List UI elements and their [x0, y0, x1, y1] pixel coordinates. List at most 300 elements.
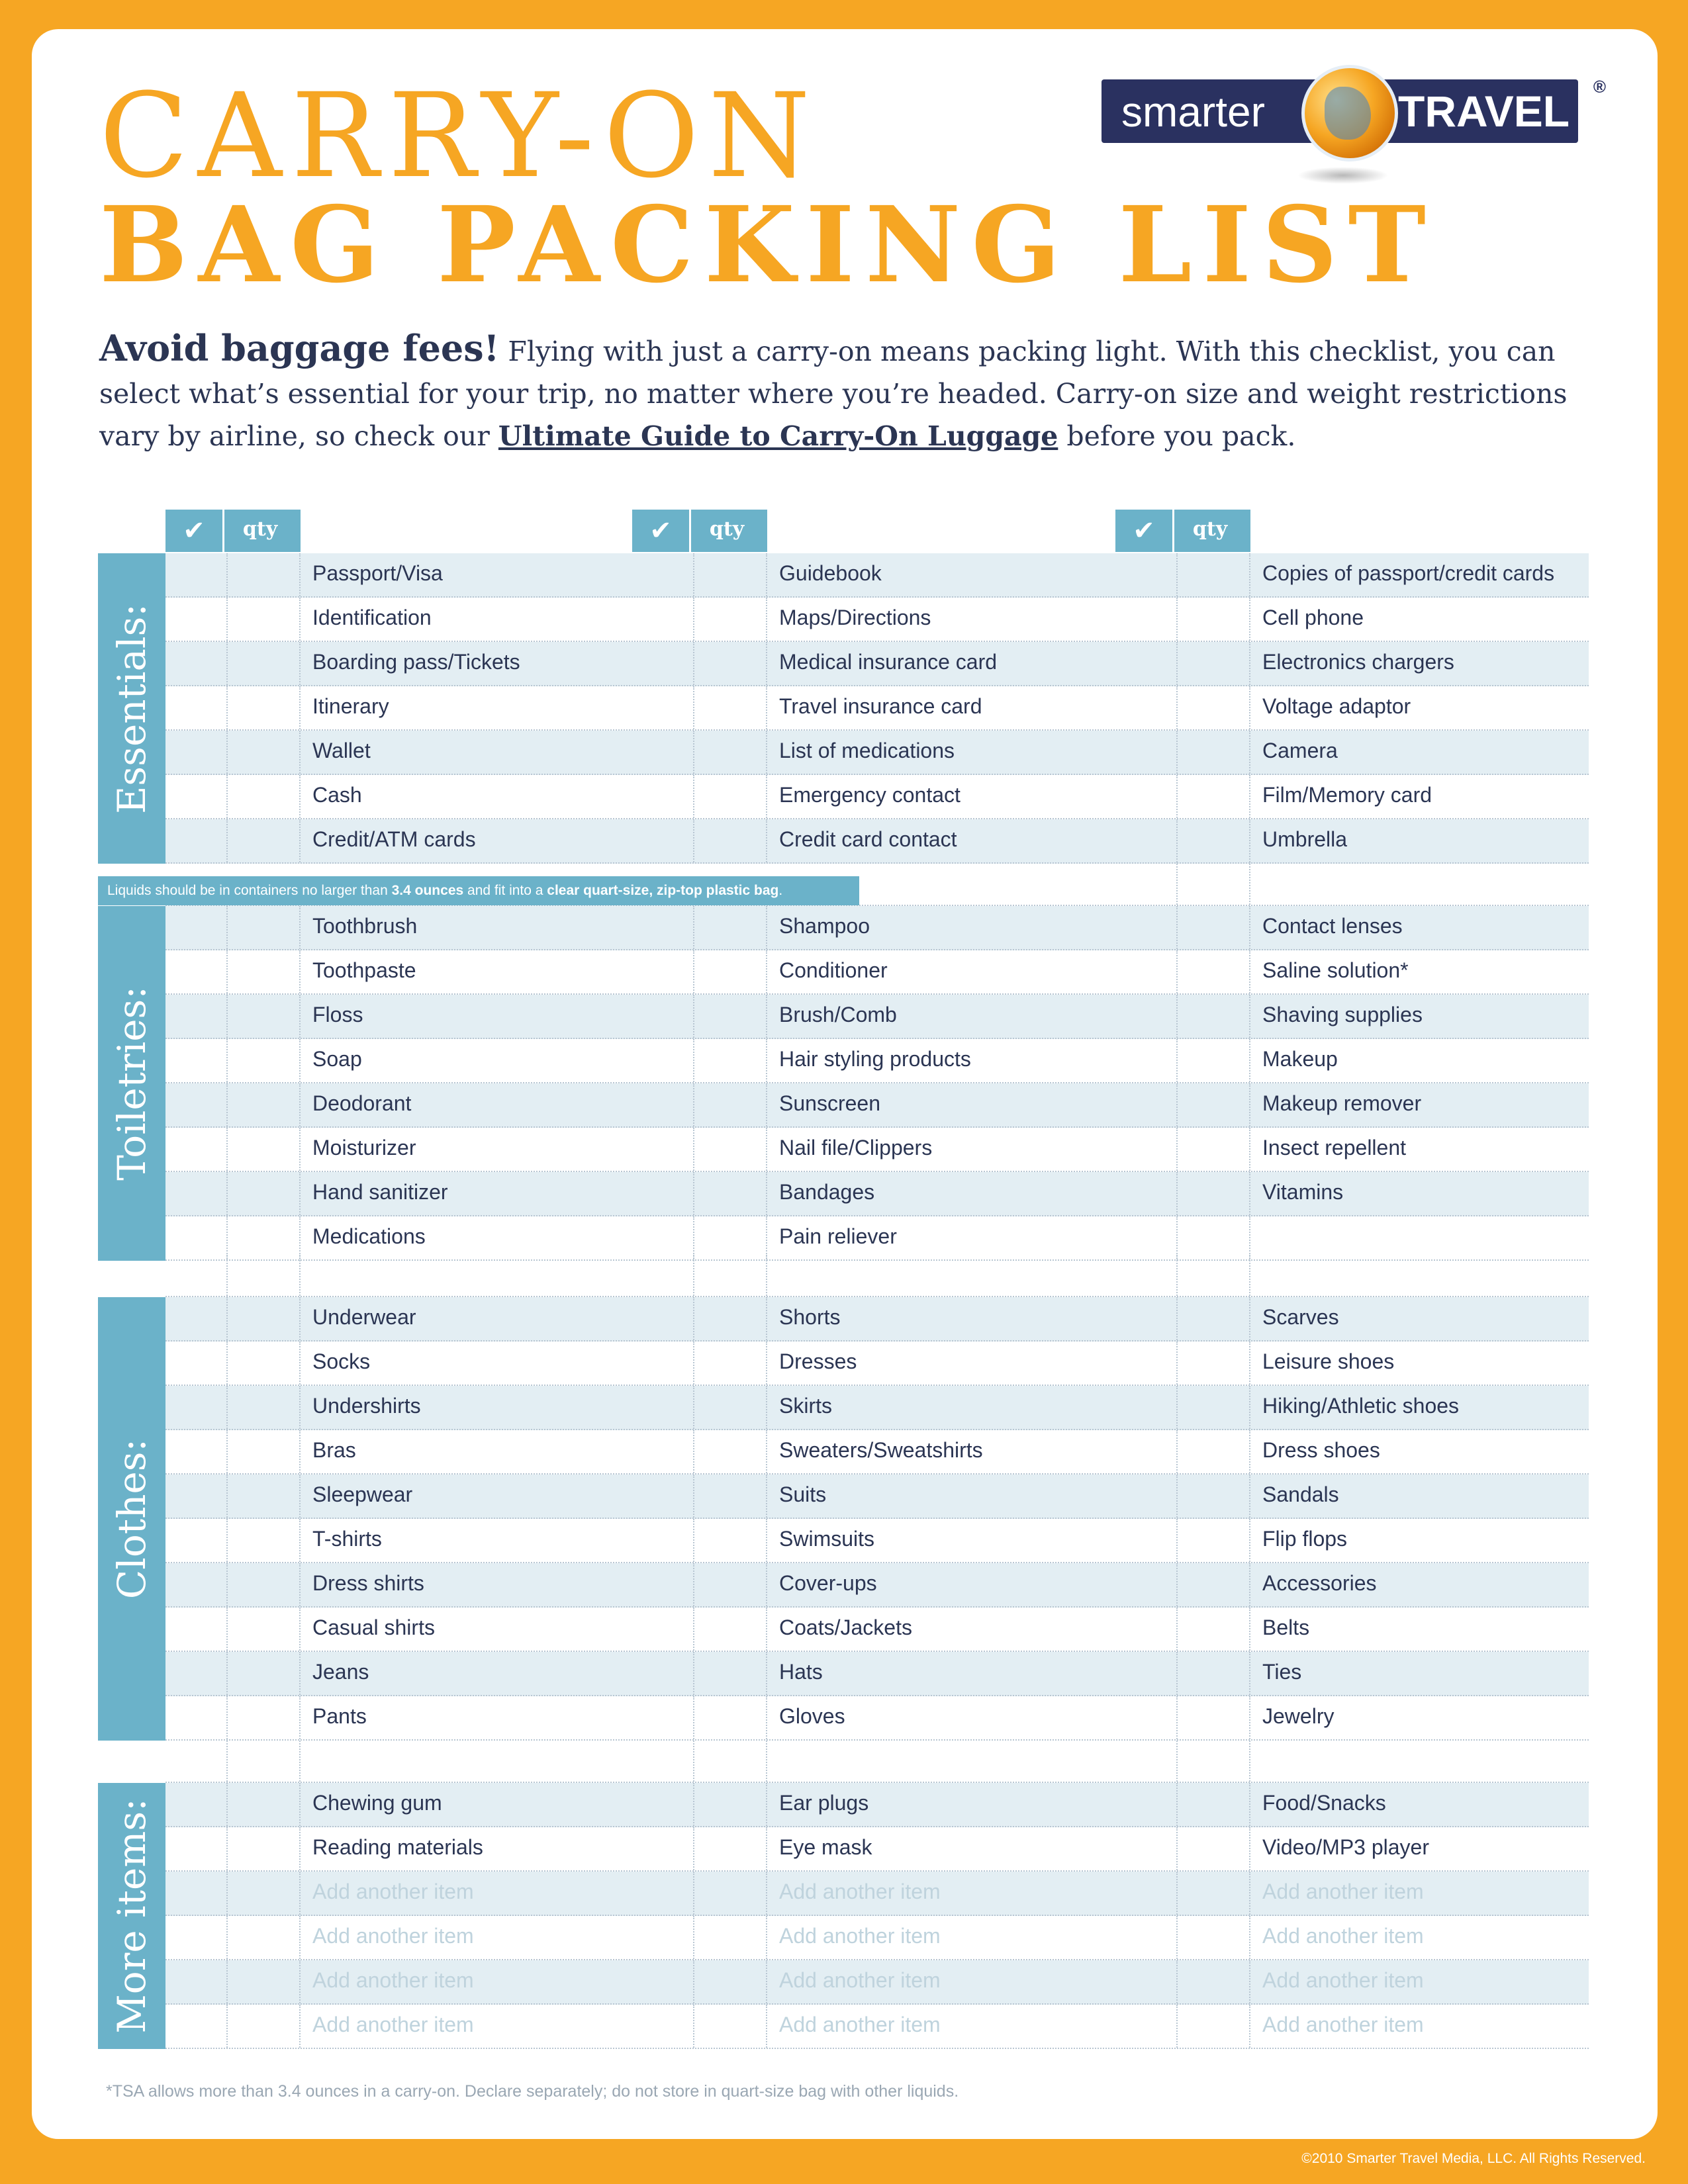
item-checkbox[interactable]: [165, 1216, 228, 1259]
item-label: Deodorant: [312, 1091, 412, 1115]
item-checkbox[interactable]: [1115, 1696, 1178, 1739]
item-qty-field[interactable]: [1178, 1083, 1250, 1126]
item-qty-field[interactable]: [694, 1827, 767, 1870]
item-checkbox[interactable]: [1115, 1475, 1178, 1518]
item-checkbox[interactable]: [165, 642, 228, 685]
item-checkbox[interactable]: [632, 1872, 694, 1915]
item-qty-field[interactable]: [694, 995, 767, 1038]
item-label: Shaving supplies: [1262, 1003, 1423, 1026]
item-checkbox[interactable]: [165, 1960, 228, 2003]
item-qty-field[interactable]: [694, 1608, 767, 1651]
page-title-line1: CARRY-ON: [99, 68, 820, 204]
item-qty-field[interactable]: [694, 598, 767, 641]
item-checkbox[interactable]: [632, 1386, 694, 1429]
item-qty-field[interactable]: [228, 1083, 301, 1126]
item-checkbox[interactable]: [632, 1216, 694, 1259]
item-checkbox[interactable]: [165, 1475, 228, 1518]
item-checkbox[interactable]: [632, 1083, 694, 1126]
item-qty-field[interactable]: [228, 642, 301, 685]
item-qty-field[interactable]: [1178, 553, 1250, 596]
item-checkbox[interactable]: [1115, 1827, 1178, 1870]
footnote: *TSA allows more than 3.4 ounces in a carry-on. Declare separately; do not store in quart-size bag with other liquids.: [106, 2082, 959, 2101]
add-item-field[interactable]: Add another item: [312, 1924, 474, 1948]
table-row: [165, 950, 1589, 995]
qty-header: qty: [242, 518, 278, 541]
item-checkbox[interactable]: [165, 1297, 228, 1340]
item-label: Umbrella: [1262, 827, 1348, 851]
item-label: Skirts: [779, 1394, 832, 1418]
item-qty-field[interactable]: [1178, 995, 1250, 1038]
table-row: [165, 1519, 1589, 1563]
item-checkbox[interactable]: [632, 642, 694, 685]
item-label: Hats: [779, 1660, 823, 1684]
item-qty-field[interactable]: [694, 1039, 767, 1082]
item-qty-field[interactable]: [694, 1563, 767, 1606]
item-label: Soap: [312, 1047, 362, 1071]
item-checkbox[interactable]: [165, 950, 228, 993]
item-checkbox[interactable]: [1115, 1872, 1178, 1915]
item-qty-field[interactable]: [694, 1216, 767, 1259]
item-label: Belts: [1262, 1615, 1310, 1639]
item-qty-field[interactable]: [1178, 1172, 1250, 1215]
item-qty-field[interactable]: [694, 1475, 767, 1518]
item-qty-field[interactable]: [694, 1916, 767, 1959]
item-qty-field[interactable]: [1178, 1386, 1250, 1429]
item-label: Passport/Visa: [312, 561, 443, 585]
item-label: Sweaters/Sweatshirts: [779, 1438, 983, 1462]
spacer-row: [165, 1255, 1589, 1297]
item-label: Accessories: [1262, 1571, 1377, 1595]
item-checkbox[interactable]: [1115, 1430, 1178, 1473]
item-qty-field[interactable]: [1178, 1128, 1250, 1171]
item-qty-field[interactable]: [694, 1128, 767, 1171]
table-row: [165, 731, 1589, 775]
spacer-cell: [228, 1255, 301, 1296]
item-checkbox[interactable]: [1115, 1172, 1178, 1215]
liquids-note: Liquids should be in containers no larger than 3.4 ounces and fit into a clear quart-size, zip-top plastic bag.: [98, 876, 859, 905]
item-label: Cell phone: [1262, 606, 1364, 629]
table-row: [165, 1916, 1589, 1960]
item-qty-field[interactable]: [228, 1783, 301, 1826]
item-checkbox[interactable]: [632, 2005, 694, 2048]
item-checkbox[interactable]: [632, 819, 694, 862]
item-checkbox[interactable]: [165, 553, 228, 596]
item-checkbox[interactable]: [1115, 1608, 1178, 1651]
item-qty-field[interactable]: [228, 906, 301, 949]
item-checkbox[interactable]: [165, 731, 228, 774]
item-qty-field[interactable]: [1178, 642, 1250, 685]
item-checkbox[interactable]: [632, 598, 694, 641]
item-qty-field[interactable]: [694, 1430, 767, 1473]
add-item-field[interactable]: Add another item: [312, 1968, 474, 1992]
item-qty-field[interactable]: [1178, 906, 1250, 949]
item-label: Leisure shoes: [1262, 1349, 1395, 1373]
item-checkbox[interactable]: [165, 1872, 228, 1915]
item-qty-field[interactable]: [1178, 598, 1250, 641]
item-qty-field[interactable]: [1178, 819, 1250, 862]
item-checkbox[interactable]: [632, 1916, 694, 1959]
item-qty-field[interactable]: [228, 1297, 301, 1340]
item-qty-field[interactable]: [694, 731, 767, 774]
table-row: [165, 1386, 1589, 1430]
item-checkbox[interactable]: [632, 1430, 694, 1473]
item-label: Conditioner: [779, 958, 888, 982]
item-checkbox[interactable]: [1115, 950, 1178, 993]
item-checkbox[interactable]: [165, 1342, 228, 1385]
item-label: Nail file/Clippers: [779, 1136, 933, 1160]
table-row: [165, 1872, 1589, 1916]
item-checkbox[interactable]: [632, 1172, 694, 1215]
item-label: Makeup: [1262, 1047, 1338, 1071]
item-checkbox[interactable]: [165, 775, 228, 818]
item-checkbox[interactable]: [1115, 1297, 1178, 1340]
add-item-field[interactable]: Add another item: [779, 1968, 941, 1992]
item-qty-field[interactable]: [1178, 2005, 1250, 2048]
category-label: More items:: [109, 1798, 154, 2034]
item-checkbox[interactable]: [632, 1827, 694, 1870]
table-row: [165, 1083, 1589, 1128]
item-checkbox[interactable]: [165, 995, 228, 1038]
item-qty-field[interactable]: [228, 1039, 301, 1082]
item-qty-field[interactable]: [1178, 1608, 1250, 1651]
item-qty-field[interactable]: [228, 731, 301, 774]
item-qty-field[interactable]: [228, 1827, 301, 1870]
spacer-cell: [1115, 862, 1178, 905]
item-checkbox[interactable]: [1115, 1916, 1178, 1959]
item-qty-field[interactable]: [228, 1916, 301, 1959]
spacer-row: [165, 1741, 1589, 1783]
item-qty-field[interactable]: [228, 686, 301, 729]
item-checkbox[interactable]: [632, 686, 694, 729]
item-qty-field[interactable]: [694, 775, 767, 818]
item-checkbox[interactable]: [165, 686, 228, 729]
item-checkbox[interactable]: [632, 1297, 694, 1340]
table-row: [165, 2005, 1589, 2049]
item-label: Pain reliever: [779, 1224, 897, 1248]
item-label: Hiking/Athletic shoes: [1262, 1394, 1460, 1418]
item-checkbox[interactable]: [1115, 995, 1178, 1038]
item-label: Ties: [1262, 1660, 1302, 1684]
item-qty-field[interactable]: [694, 1960, 767, 2003]
item-checkbox[interactable]: [1115, 819, 1178, 862]
item-checkbox[interactable]: [1115, 1960, 1178, 2003]
item-qty-field[interactable]: [228, 1519, 301, 1562]
item-qty-field[interactable]: [1178, 1297, 1250, 1340]
item-label: Coats/Jackets: [779, 1615, 912, 1639]
item-qty-field[interactable]: [228, 1960, 301, 2003]
table-row: [165, 1342, 1589, 1386]
item-label: Cover-ups: [779, 1571, 877, 1595]
item-checkbox[interactable]: [165, 1172, 228, 1215]
item-qty-field[interactable]: [694, 1342, 767, 1385]
item-label: Underwear: [312, 1305, 416, 1329]
item-checkbox[interactable]: [1115, 686, 1178, 729]
item-qty-field[interactable]: [694, 686, 767, 729]
item-checkbox[interactable]: [632, 1342, 694, 1385]
item-qty-field[interactable]: [1178, 1039, 1250, 1082]
item-qty-field[interactable]: [694, 819, 767, 862]
item-checkbox[interactable]: [165, 906, 228, 949]
item-checkbox[interactable]: [1115, 906, 1178, 949]
item-qty-field[interactable]: [1178, 1696, 1250, 1739]
item-label: Toothpaste: [312, 958, 416, 982]
item-checkbox[interactable]: [165, 1519, 228, 1562]
item-label: Identification: [312, 606, 432, 629]
item-checkbox[interactable]: [165, 1563, 228, 1606]
item-checkbox[interactable]: [632, 775, 694, 818]
add-item-field[interactable]: Add another item: [312, 1880, 474, 1903]
item-qty-field[interactable]: [694, 950, 767, 993]
item-label: Vitamins: [1262, 1180, 1344, 1204]
item-qty-field[interactable]: [228, 1475, 301, 1518]
category-label-bar: [98, 1297, 165, 1741]
table-row: [165, 1960, 1589, 2005]
item-qty-field[interactable]: [694, 1872, 767, 1915]
item-checkbox[interactable]: [165, 1827, 228, 1870]
spacer-cell: [228, 1741, 301, 1782]
item-checkbox[interactable]: [632, 1608, 694, 1651]
page-title-line2: BAG PACKING LIST: [99, 184, 1436, 306]
item-label: Maps/Directions: [779, 606, 931, 629]
item-checkbox[interactable]: [165, 819, 228, 862]
item-qty-field[interactable]: [1178, 1563, 1250, 1606]
checkmark-icon: ✔: [165, 510, 224, 552]
item-qty-field[interactable]: [694, 1519, 767, 1562]
item-qty-field[interactable]: [228, 1430, 301, 1473]
item-qty-field[interactable]: [228, 2005, 301, 2048]
item-checkbox[interactable]: [632, 950, 694, 993]
table-row: [165, 1475, 1589, 1519]
item-qty-field[interactable]: [694, 642, 767, 685]
item-qty-field[interactable]: [1178, 1342, 1250, 1385]
item-qty-field[interactable]: [694, 1696, 767, 1739]
item-qty-field[interactable]: [1178, 1872, 1250, 1915]
item-checkbox[interactable]: [165, 1916, 228, 1959]
item-qty-field[interactable]: [1178, 1652, 1250, 1695]
item-qty-field[interactable]: [1178, 950, 1250, 993]
item-label: Credit/ATM cards: [312, 827, 476, 851]
item-checkbox[interactable]: [165, 1608, 228, 1651]
item-qty-field[interactable]: [1178, 775, 1250, 818]
item-qty-field[interactable]: [228, 553, 301, 596]
item-label: Moisturizer: [312, 1136, 416, 1160]
item-checkbox[interactable]: [1115, 2005, 1178, 2048]
table-row: [165, 1128, 1589, 1172]
item-label: Suits: [779, 1482, 827, 1506]
item-qty-field[interactable]: [228, 1216, 301, 1259]
item-label: Toothbrush: [312, 914, 418, 938]
item-qty-field[interactable]: [1178, 1827, 1250, 1870]
item-checkbox[interactable]: [1115, 598, 1178, 641]
item-checkbox[interactable]: [165, 1039, 228, 1082]
column-header-1: [165, 510, 301, 552]
item-checkbox[interactable]: [632, 1563, 694, 1606]
item-checkbox[interactable]: [165, 2005, 228, 2048]
qty-header: qty: [1192, 518, 1228, 541]
item-checkbox[interactable]: [1115, 1563, 1178, 1606]
item-label: Travel insurance card: [779, 694, 982, 718]
item-qty-field[interactable]: [228, 775, 301, 818]
item-checkbox[interactable]: [165, 1386, 228, 1429]
item-checkbox[interactable]: [632, 1960, 694, 2003]
item-qty-field[interactable]: [694, 1386, 767, 1429]
intro-text: Flying with just a carry-on means packing light. With this checklist, you can select what’s essential for your trip, no matter where you’re headed. Carry-on size and weight restrictions vary by airline, so check our: [99, 336, 1568, 452]
item-label: Eye mask: [779, 1835, 872, 1859]
item-qty-field[interactable]: [228, 950, 301, 993]
item-qty-field[interactable]: [1178, 1916, 1250, 1959]
add-item-field[interactable]: Add another item: [779, 1880, 941, 1903]
spacer-cell: [165, 1741, 228, 1782]
item-checkbox[interactable]: [632, 553, 694, 596]
table-row: [165, 906, 1589, 950]
category-label-bar: [98, 553, 165, 864]
item-qty-field[interactable]: [228, 1872, 301, 1915]
item-qty-field[interactable]: [694, 2005, 767, 2048]
table-row: [165, 642, 1589, 686]
item-qty-field[interactable]: [694, 553, 767, 596]
spacer-cell: [632, 1255, 694, 1296]
item-qty-field[interactable]: [694, 1783, 767, 1826]
logo-word-travel: TRAVEL: [1398, 87, 1570, 136]
item-checkbox[interactable]: [165, 1696, 228, 1739]
item-qty-field[interactable]: [1178, 1519, 1250, 1562]
item-label: Jeans: [312, 1660, 369, 1684]
item-checkbox[interactable]: [632, 1519, 694, 1562]
add-item-field[interactable]: Add another item: [1262, 1924, 1424, 1948]
item-label: Sunscreen: [779, 1091, 880, 1115]
table-row: [165, 1827, 1589, 1872]
item-label: Copies of passport/credit cards: [1262, 561, 1555, 585]
item-checkbox[interactable]: [1115, 1652, 1178, 1695]
item-checkbox[interactable]: [632, 731, 694, 774]
item-label: Bras: [312, 1438, 356, 1462]
item-checkbox[interactable]: [632, 1475, 694, 1518]
item-checkbox[interactable]: [1115, 1386, 1178, 1429]
item-qty-field[interactable]: [694, 1083, 767, 1126]
add-item-field[interactable]: Add another item: [1262, 1968, 1424, 1992]
item-checkbox[interactable]: [1115, 731, 1178, 774]
item-label: Medications: [312, 1224, 426, 1248]
add-item-field[interactable]: Add another item: [1262, 1880, 1424, 1903]
item-qty-field[interactable]: [228, 1172, 301, 1215]
add-item-field[interactable]: Add another item: [1262, 2013, 1424, 2036]
copyright: ©2010 Smarter Travel Media, LLC. All Rights Reserved.: [1301, 2151, 1646, 2166]
item-checkbox[interactable]: [1115, 1783, 1178, 1826]
item-label: Emergency contact: [779, 783, 961, 807]
item-label: Undershirts: [312, 1394, 421, 1418]
category-label: Essentials:: [109, 603, 154, 814]
item-qty-field[interactable]: [228, 1696, 301, 1739]
item-qty-field[interactable]: [228, 995, 301, 1038]
item-qty-field[interactable]: [694, 1172, 767, 1215]
column-header-2: [632, 510, 767, 552]
category-label-bar: [98, 906, 165, 1261]
item-qty-field[interactable]: [228, 1342, 301, 1385]
item-label: Flip flops: [1262, 1527, 1348, 1551]
item-label: Swimsuits: [779, 1527, 875, 1551]
item-label: Chewing gum: [312, 1791, 442, 1815]
item-qty-field[interactable]: [1178, 686, 1250, 729]
item-qty-field[interactable]: [228, 1128, 301, 1171]
item-checkbox[interactable]: [1115, 1083, 1178, 1126]
item-label: Cash: [312, 783, 362, 807]
item-checkbox[interactable]: [165, 1652, 228, 1695]
category-label: Clothes:: [109, 1438, 154, 1600]
item-qty-field[interactable]: [1178, 1430, 1250, 1473]
item-qty-field[interactable]: [228, 1563, 301, 1606]
item-checkbox[interactable]: [1115, 1519, 1178, 1562]
category-label: Toiletries:: [109, 986, 154, 1181]
item-label: Socks: [312, 1349, 371, 1373]
item-checkbox[interactable]: [1115, 1039, 1178, 1082]
item-checkbox[interactable]: [632, 1039, 694, 1082]
item-checkbox[interactable]: [165, 1128, 228, 1171]
item-qty-field[interactable]: [1178, 731, 1250, 774]
item-qty-field[interactable]: [1178, 1475, 1250, 1518]
item-qty-field[interactable]: [694, 1652, 767, 1695]
item-checkbox[interactable]: [1115, 1216, 1178, 1259]
item-qty-field[interactable]: [694, 906, 767, 949]
item-label: Food/Snacks: [1262, 1791, 1386, 1815]
item-checkbox[interactable]: [632, 1783, 694, 1826]
smartertravel-logo[interactable]: [1102, 77, 1606, 143]
spacer-cell: [632, 1741, 694, 1782]
item-checkbox[interactable]: [1115, 642, 1178, 685]
item-checkbox[interactable]: [1115, 1342, 1178, 1385]
item-qty-field[interactable]: [228, 598, 301, 641]
item-checkbox[interactable]: [632, 995, 694, 1038]
table-row: [165, 598, 1589, 642]
table-row: [165, 553, 1589, 598]
item-checkbox[interactable]: [632, 1128, 694, 1171]
item-qty-field[interactable]: [1178, 1783, 1250, 1826]
registered-mark: ®: [1593, 77, 1606, 97]
item-qty-field[interactable]: [694, 1297, 767, 1340]
item-qty-field[interactable]: [228, 1386, 301, 1429]
item-label: Insect repellent: [1262, 1136, 1407, 1160]
item-checkbox[interactable]: [165, 1083, 228, 1126]
table-row: [165, 1696, 1589, 1741]
item-label: Video/MP3 player: [1262, 1835, 1429, 1859]
spacer-cell: [1115, 1255, 1178, 1296]
item-checkbox[interactable]: [165, 1783, 228, 1826]
table-row: [165, 1430, 1589, 1475]
item-label: Dress shoes: [1262, 1438, 1380, 1462]
carry-on-guide-link[interactable]: Ultimate Guide to Carry-On Luggage: [498, 420, 1058, 452]
item-qty-field[interactable]: [1178, 1960, 1250, 2003]
spacer-cell: [165, 1255, 228, 1296]
qty-header: qty: [709, 518, 745, 541]
category-label-bar: [98, 1783, 165, 2049]
item-label: List of medications: [779, 739, 955, 762]
item-checkbox[interactable]: [165, 1430, 228, 1473]
item-checkbox[interactable]: [632, 1696, 694, 1739]
item-checkbox[interactable]: [632, 906, 694, 949]
item-qty-field[interactable]: [228, 819, 301, 862]
add-item-field[interactable]: Add another item: [312, 2013, 474, 2036]
add-item-field[interactable]: Add another item: [779, 1924, 941, 1948]
logo-shadow: [1297, 167, 1389, 184]
item-checkbox[interactable]: [1115, 1128, 1178, 1171]
add-item-field[interactable]: Add another item: [779, 2013, 941, 2036]
item-checkbox[interactable]: [165, 598, 228, 641]
item-checkbox[interactable]: [1115, 775, 1178, 818]
item-qty-field[interactable]: [1178, 1216, 1250, 1259]
item-checkbox[interactable]: [632, 1652, 694, 1695]
item-qty-field[interactable]: [228, 1652, 301, 1695]
item-qty-field[interactable]: [228, 1608, 301, 1651]
item-checkbox[interactable]: [1115, 553, 1178, 596]
